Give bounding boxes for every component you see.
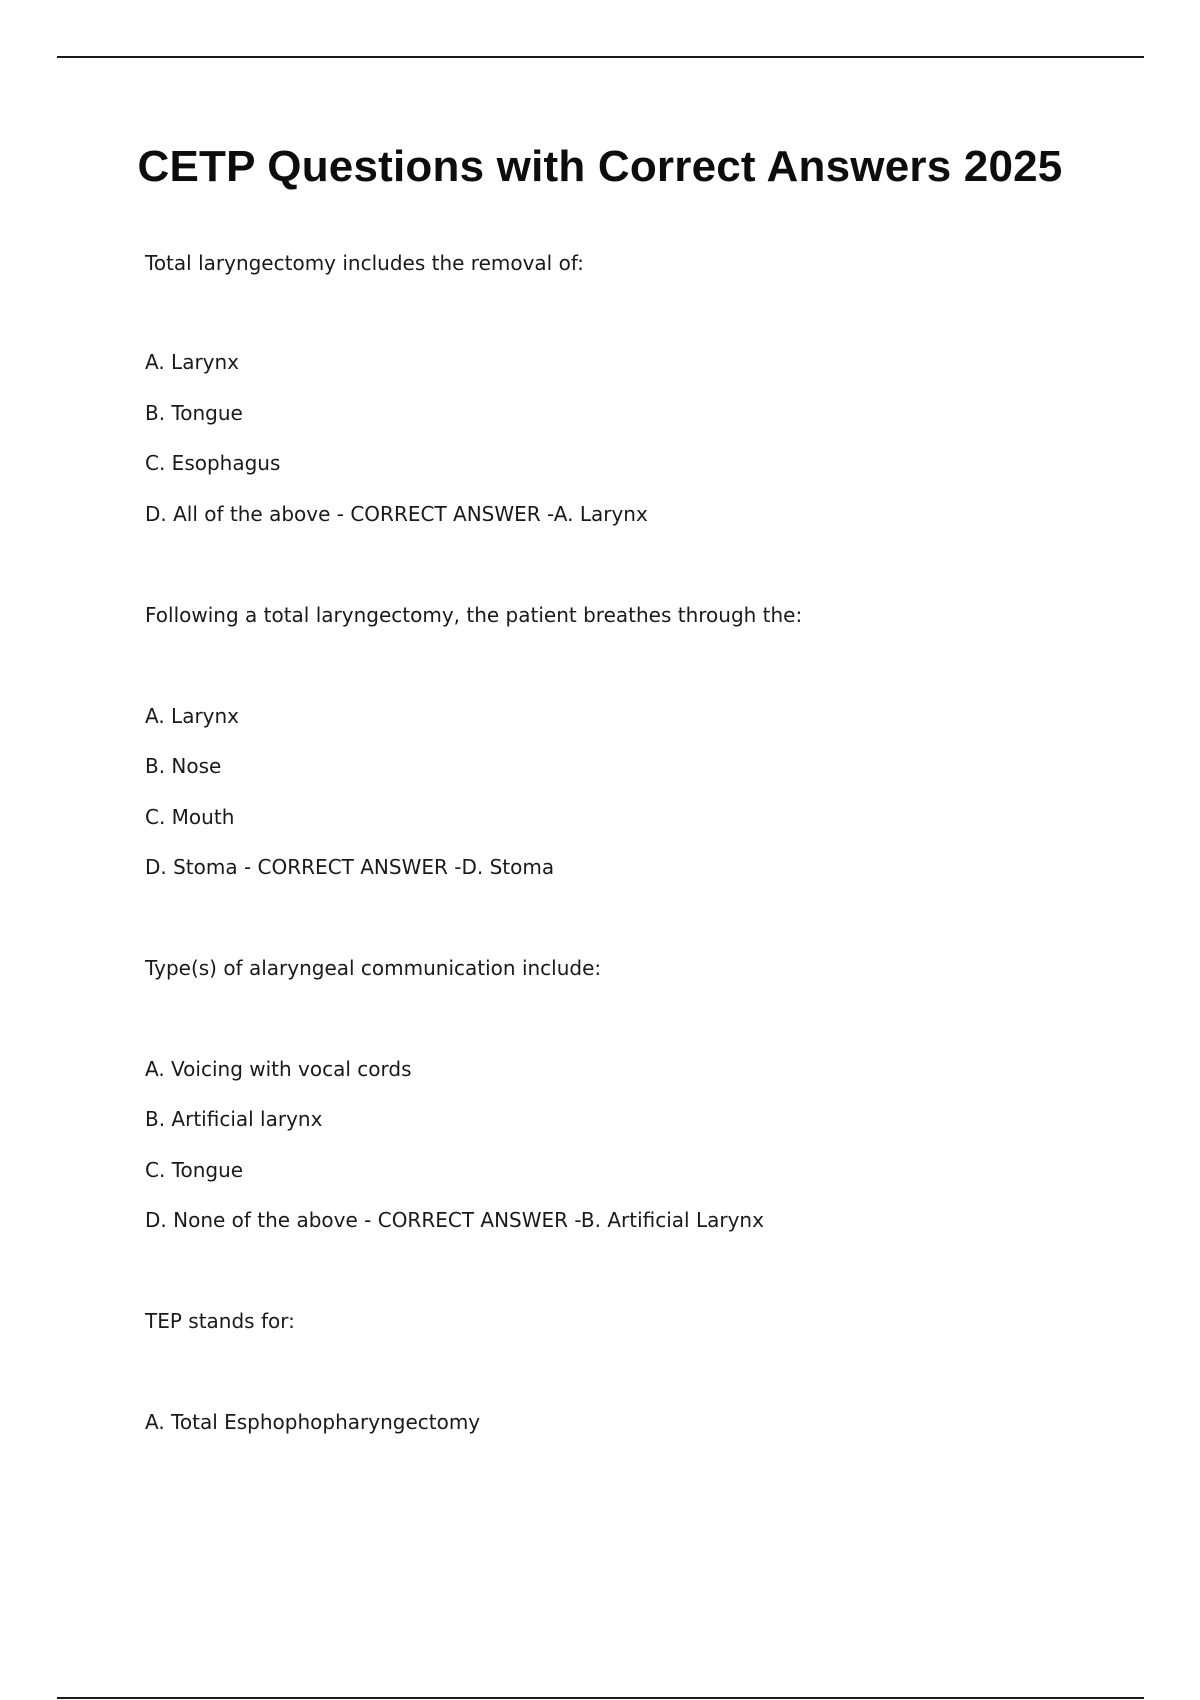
question-1-prompt: Total laryngectomy includes the removal of: xyxy=(145,251,584,275)
question-2-option-a: A. Larynx xyxy=(145,704,240,728)
question-2-prompt: Following a total laryngectomy, the patient breathes through the: xyxy=(145,603,803,627)
question-3-option-b: B. Artificial larynx xyxy=(145,1107,323,1131)
question-1-option-a: A. Larynx xyxy=(145,350,240,374)
question-2-option-b: B. Nose xyxy=(145,754,222,778)
question-2-option-d: D. Stoma - CORRECT ANSWER -D. Stoma xyxy=(145,855,555,879)
question-1-option-b: B. Tongue xyxy=(145,401,243,425)
page-title: CETP Questions with Correct Answers 2025 xyxy=(137,142,1063,191)
question-3-option-c: C. Tongue xyxy=(145,1158,244,1182)
question-3-prompt: Type(s) of alaryngeal communication include: xyxy=(145,956,602,980)
question-1-option-d: D. All of the above - CORRECT ANSWER -A. Larynx xyxy=(145,502,648,526)
question-2-option-c: C. Mouth xyxy=(145,805,235,829)
question-3-option-d: D. None of the above - CORRECT ANSWER -B. Artificial Larynx xyxy=(145,1208,764,1232)
bottom-rule xyxy=(57,1697,1144,1699)
top-rule xyxy=(57,56,1144,58)
question-4-prompt: TEP stands for: xyxy=(145,1309,295,1333)
question-1-option-c: C. Esophagus xyxy=(145,451,281,475)
question-3-option-a: A. Voicing with vocal cords xyxy=(145,1057,412,1081)
question-4-option-a: A. Total Esphophopharyngectomy xyxy=(145,1410,481,1434)
